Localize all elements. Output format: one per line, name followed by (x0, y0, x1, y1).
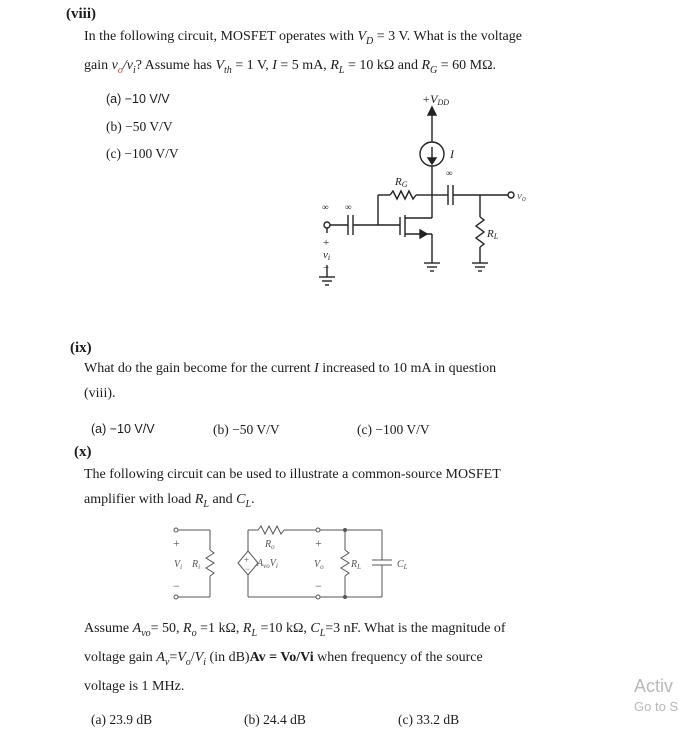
q10-text-part: C (310, 621, 320, 636)
vi-terminal (324, 222, 330, 228)
q8-text-line2 (84, 57, 496, 80)
q10-text-part: . (251, 492, 255, 507)
q9-text-part: increased to 10 mA in question (318, 361, 497, 376)
q10-heading: (x) (74, 444, 92, 460)
q10-text-part: vo (141, 627, 151, 639)
q10-text-part: = 50, (150, 621, 184, 636)
q10-text-part (141, 628, 150, 639)
vo-label-part: o (521, 194, 526, 203)
q8-text-part: R (330, 58, 339, 73)
q8-text-part (224, 65, 232, 76)
q8-text-part: V (215, 58, 224, 73)
vi-label (174, 559, 182, 571)
in-terminal-top (174, 528, 178, 532)
vo-label (517, 190, 526, 203)
out-plus: + (315, 536, 322, 550)
vdd-label-part: +V (422, 92, 438, 106)
q10-text-part: C (236, 492, 246, 507)
q10-text-part: i (203, 656, 207, 668)
q8-option-b[interactable]: (b) −50 V/V (106, 119, 173, 134)
vi-label (323, 249, 330, 262)
ro-label (264, 539, 275, 551)
src-plus: + (244, 555, 250, 565)
junction-dot (344, 529, 347, 532)
avo-label-part: V (269, 558, 276, 569)
inf-label-3: ∞ (322, 202, 329, 212)
q8-heading: (viii) (66, 6, 96, 22)
current-source-arrowhead (428, 158, 436, 164)
avo-label (256, 558, 278, 570)
vi-label-part: v (323, 249, 328, 261)
vi-label-part: V (174, 559, 181, 570)
ri-label-part: R (192, 559, 199, 570)
vdd-label-part: DD (437, 98, 449, 107)
q8-text-part: i (132, 64, 136, 76)
activation-watermark-subtitle: Go to S (634, 699, 679, 714)
q9-option-b[interactable]: (b) −50 V/V (213, 422, 280, 437)
rg-label-part: G (401, 180, 408, 189)
vo-label (314, 559, 324, 571)
ri-label-part: i (198, 563, 201, 571)
q8-text-part: = 1 V, (231, 58, 273, 73)
vdd-label (422, 92, 449, 107)
vi-label-part: i (180, 563, 183, 571)
vo-label-part: v (517, 190, 522, 202)
rl-resistor (341, 550, 349, 576)
q8-text-part: L (338, 64, 345, 76)
q8-text-part: G (430, 64, 438, 76)
q10-text-part: o (185, 656, 191, 668)
q8-text-line1 (84, 28, 522, 51)
ri-resistor (206, 550, 214, 576)
current-label: I (450, 147, 454, 161)
rl-label-part: R (487, 228, 494, 240)
q8-text-part: gain (84, 58, 112, 73)
q10-text-part: A (132, 621, 142, 636)
q10-text-line1: The following circuit can be used to illustrate a common-source MOSFET (84, 467, 501, 482)
q10-text-part: R (242, 621, 252, 636)
q10-text-part: v (164, 656, 170, 668)
q10-text-part: V (177, 650, 186, 665)
q8-text-part: v (111, 58, 118, 73)
q10-option-a[interactable]: (a) 23.9 dB (91, 712, 153, 727)
vo-label-part: V (314, 559, 321, 570)
q10-text-part: A (156, 650, 165, 665)
mosfet-arrow (420, 230, 427, 238)
rg-label (394, 176, 408, 189)
q8-text-part: th (224, 64, 232, 76)
q9-option-a[interactable]: (a) −10 V/V (91, 422, 155, 436)
in-terminal-bottom (174, 595, 178, 599)
q8-text-part: = 60 MΩ. (437, 58, 496, 73)
q10-text-part: Av = Vo/Vi (249, 650, 314, 665)
q10-text-part: L (203, 498, 209, 510)
q8-option-a[interactable]: (a) −10 V/V (106, 92, 170, 106)
q9-heading: (ix) (70, 340, 92, 356)
q10-text-part: (in dB) (206, 650, 250, 665)
q10-option-b[interactable]: (b) 24.4 dB (244, 712, 306, 727)
q10-text-part: Assume (84, 621, 133, 636)
junction-dot (344, 596, 347, 599)
vi-plus: + (323, 237, 330, 249)
avo-label-part: i (275, 562, 278, 570)
q8-text-part: = 5 mA, (276, 58, 331, 73)
q10-text-part: V (194, 650, 204, 665)
q10-text-part: R (183, 621, 192, 636)
q8-text-part: = 3 V. What is the voltage (373, 29, 522, 44)
src-minus: − (245, 564, 251, 574)
q10-text-part: = (169, 650, 178, 665)
rl-label-part: L (493, 232, 499, 241)
q8-text-part: o (117, 64, 123, 76)
q9-text-part: I (314, 361, 319, 376)
q8-text-part: In the following circuit, MOSFET operates with (84, 29, 358, 44)
q8-text-part: V (357, 29, 367, 44)
q8-text-part: I (272, 58, 277, 73)
avo-label-part: vo (263, 562, 270, 570)
vi-minus: − (323, 262, 330, 274)
q10-text-part: amplifier with load (84, 492, 195, 507)
q10-text-part: =10 kΩ, (257, 621, 311, 636)
out-terminal-bottom (316, 595, 320, 599)
vo-label-part: o (320, 563, 324, 571)
q10-text-part: =1 kΩ, (196, 621, 243, 636)
q8-text-part: ? Assume has (135, 58, 216, 73)
q10-text-part: L (319, 627, 326, 639)
rl-label-part: R (351, 559, 358, 570)
inf-label-1: ∞ (446, 168, 453, 178)
vi-label-part: i (327, 253, 331, 262)
q10-text-line2 (84, 491, 255, 514)
q10-para-line2 (84, 649, 483, 672)
cl-label-part: C (397, 559, 404, 570)
cl-label (397, 559, 408, 571)
q10-text-part: and (208, 492, 237, 507)
q8-text-part: = 10 kΩ and (344, 58, 422, 73)
q10-text-part: L (245, 498, 252, 510)
q10-text-part: voltage gain (84, 650, 157, 665)
rl-resistor (476, 217, 484, 247)
in-plus: + (173, 536, 180, 550)
q9-text-part: What do the gain become for the current (84, 361, 315, 376)
q10-text-part: / (190, 650, 195, 665)
in-minus: − (173, 579, 180, 593)
ro-label-part: R (265, 539, 272, 550)
q10-text-part: L (251, 627, 258, 639)
rg-label-part: R (395, 176, 402, 188)
rl-label-part: L (357, 563, 362, 571)
q8-text-part: /v (122, 58, 133, 73)
q10-text-part: R (194, 492, 204, 507)
q10-option-c[interactable]: (c) 33.2 dB (398, 712, 460, 727)
q10-amplifier-circuit (160, 515, 420, 610)
q9-text-line1 (84, 360, 496, 378)
q8-option-c[interactable]: (c) −100 V/V (106, 146, 179, 161)
ri-label (191, 559, 200, 571)
activation-watermark-title: Activ (634, 676, 674, 696)
q10-text-part: o (191, 627, 197, 639)
rl-label (486, 228, 499, 241)
rg-resistor (390, 191, 416, 199)
out-terminal-top (316, 528, 320, 532)
ro-resistor (258, 526, 284, 534)
vo-terminal (508, 192, 514, 198)
out-minus: − (315, 579, 322, 593)
q8-text-part: D (366, 35, 374, 47)
q10-para-line1 (84, 620, 506, 643)
q10-text-part: when frequency of the source (313, 650, 483, 665)
q9-text-line2: (viii). (84, 386, 116, 401)
avo-label-part: A (257, 558, 264, 569)
q8-text-part: R (421, 58, 431, 73)
vdd-arrow (428, 107, 436, 115)
q8-mosfet-circuit (300, 85, 560, 300)
inf-label-2: ∞ (345, 202, 352, 212)
rl-label (350, 559, 361, 571)
q10-text-part: =3 nF. What is the magnitude of (325, 621, 506, 636)
ro-label-part: o (271, 543, 275, 551)
cl-label-part: L (403, 563, 408, 571)
q9-option-c[interactable]: (c) −100 V/V (357, 422, 430, 437)
q10-para-line3: voltage is 1 MHz. (84, 679, 185, 694)
